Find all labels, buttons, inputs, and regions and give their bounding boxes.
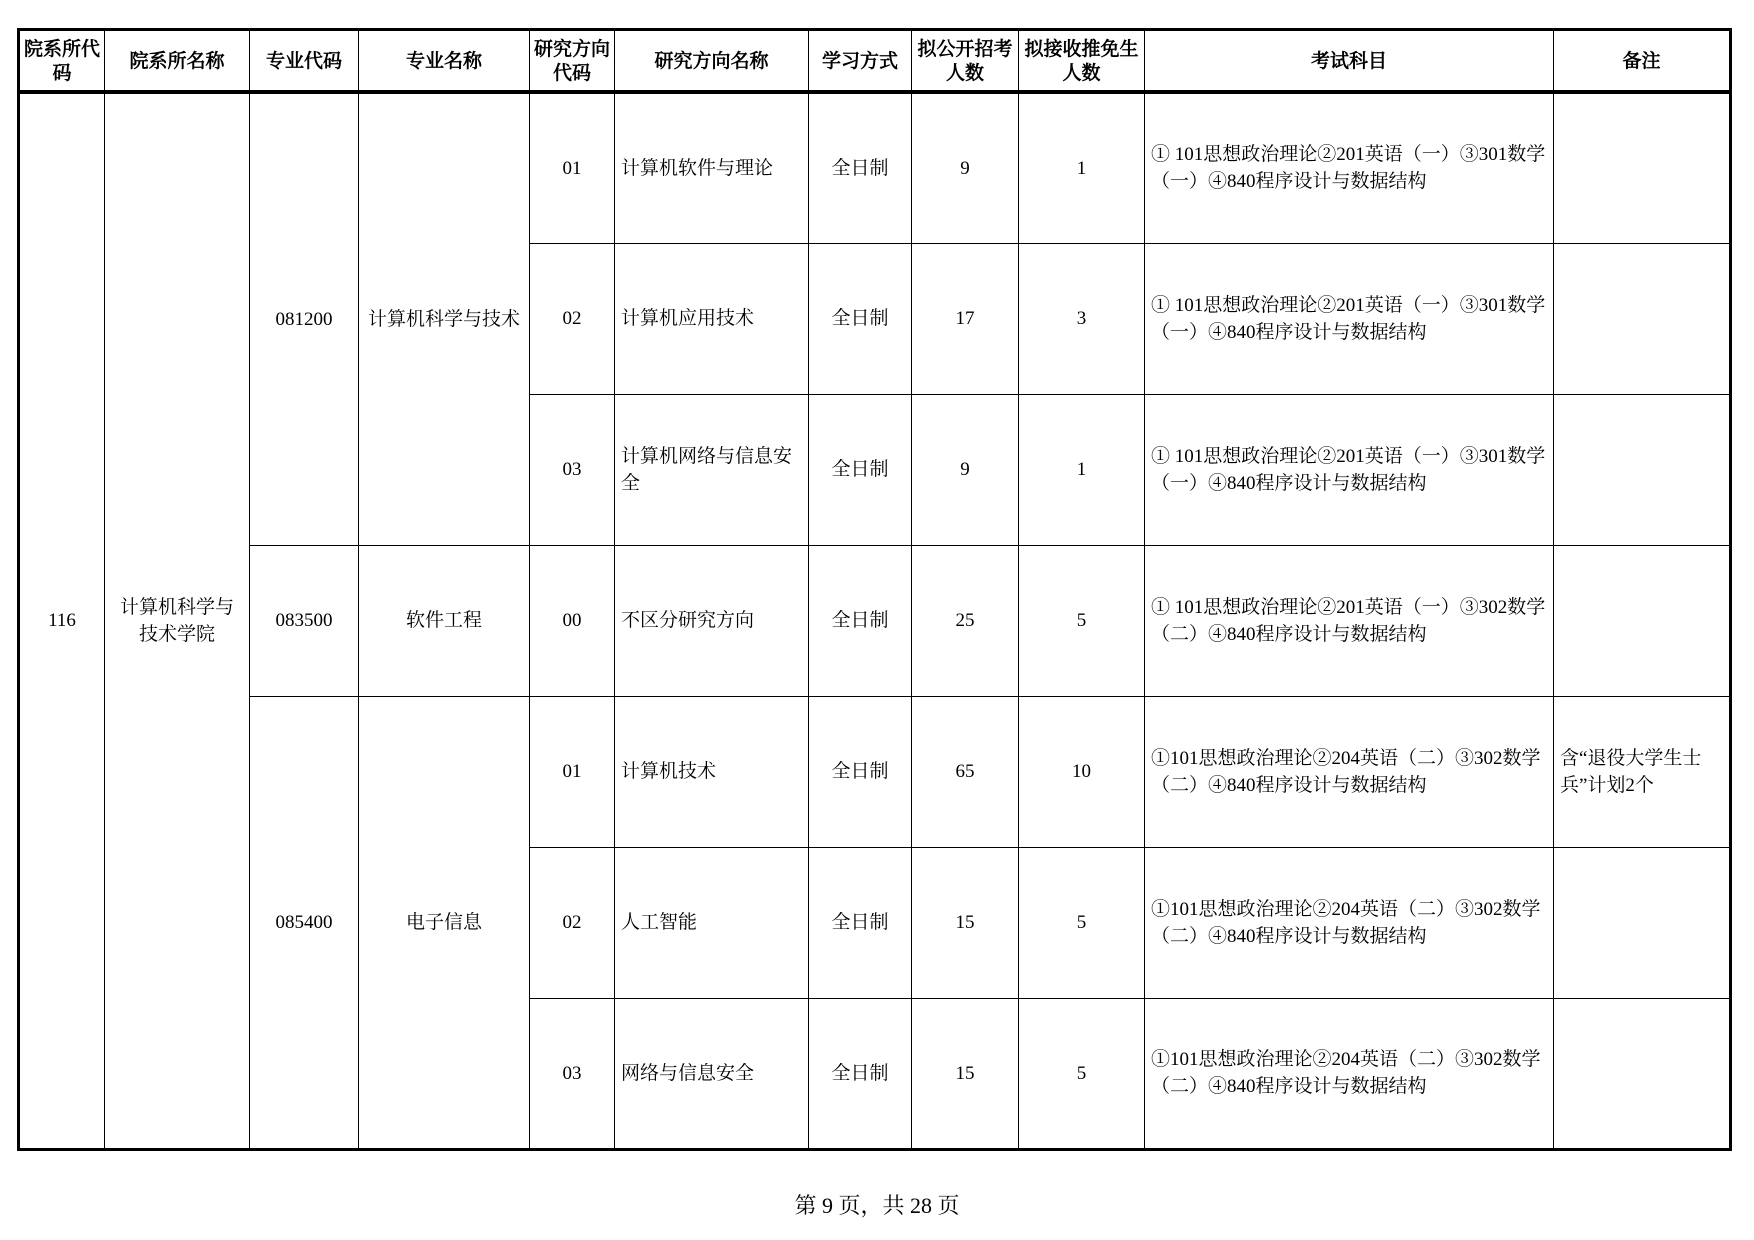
major-code-cell: 081200 <box>250 92 359 545</box>
dir-name-cell: 计算机技术 <box>615 696 809 847</box>
major-code-cell: 083500 <box>250 545 359 696</box>
study-mode-cell: 全日制 <box>809 847 912 998</box>
header-dept-code: 院系所代码 <box>19 30 105 93</box>
exam-subjects-cell: ①101思想政治理论②204英语（二）③302数学（二）④840程序设计与数据结构 <box>1145 998 1554 1149</box>
dir-code-cell: 00 <box>530 545 615 696</box>
study-mode-cell: 全日制 <box>809 696 912 847</box>
public-quota-cell: 15 <box>912 998 1019 1149</box>
exempt-quota-cell: 1 <box>1019 394 1145 545</box>
dir-code-cell: 03 <box>530 998 615 1149</box>
table-row <box>19 92 1731 243</box>
public-quota-cell: 9 <box>912 92 1019 243</box>
header-public: 拟公开招考人数 <box>912 30 1019 93</box>
study-mode-cell: 全日制 <box>809 545 912 696</box>
exam-subjects-cell: ①101思想政治理论②204英语（二）③302数学（二）④840程序设计与数据结构 <box>1145 847 1554 998</box>
exam-subjects-cell: ① 101思想政治理论②201英语（一）③302数学（二）④840程序设计与数据结构 <box>1145 545 1554 696</box>
study-mode-cell: 全日制 <box>809 998 912 1149</box>
dir-name-cell: 计算机软件与理论 <box>615 92 809 243</box>
study-mode-cell: 全日制 <box>809 92 912 243</box>
public-quota-cell: 65 <box>912 696 1019 847</box>
header-exam: 考试科目 <box>1145 30 1554 93</box>
major-code-cell: 085400 <box>250 696 359 1149</box>
exam-subjects-cell: ① 101思想政治理论②201英语（一）③301数学（一）④840程序设计与数据结构 <box>1145 92 1554 243</box>
major-name-cell: 软件工程 <box>359 545 530 696</box>
exempt-quota-cell: 5 <box>1019 998 1145 1149</box>
major-name-cell: 计算机科学与技术 <box>359 92 530 545</box>
dir-name-cell: 不区分研究方向 <box>615 545 809 696</box>
note-cell <box>1554 545 1731 696</box>
exam-subjects-cell: ① 101思想政治理论②201英语（一）③301数学（一）④840程序设计与数据结构 <box>1145 394 1554 545</box>
page-footer: 第 9 页，共 28 页 <box>794 1193 960 1218</box>
public-quota-cell: 15 <box>912 847 1019 998</box>
table-row <box>19 545 1731 696</box>
header-dir-code: 研究方向代码 <box>530 30 615 93</box>
dir-name-cell: 人工智能 <box>615 847 809 998</box>
admissions-table <box>17 28 1732 1151</box>
header-dir-name: 研究方向名称 <box>615 30 809 93</box>
exempt-quota-cell: 1 <box>1019 92 1145 243</box>
header-exempt: 拟接收推免生人数 <box>1019 30 1145 93</box>
public-quota-cell: 9 <box>912 394 1019 545</box>
dir-code-cell: 02 <box>530 847 615 998</box>
header-major-code: 专业代码 <box>250 30 359 93</box>
dir-name-cell: 网络与信息安全 <box>615 998 809 1149</box>
dir-code-cell: 03 <box>530 394 615 545</box>
exempt-quota-cell: 3 <box>1019 243 1145 394</box>
study-mode-cell: 全日制 <box>809 243 912 394</box>
exempt-quota-cell: 5 <box>1019 545 1145 696</box>
header-dept-name: 院系所名称 <box>105 30 250 93</box>
header-row <box>19 30 1731 93</box>
note-cell <box>1554 998 1731 1149</box>
dir-code-cell: 01 <box>530 696 615 847</box>
exam-subjects-cell: ① 101思想政治理论②201英语（一）③301数学（一）④840程序设计与数据结构 <box>1145 243 1554 394</box>
dept-name-cell: 计算机科学与技术学院 <box>105 92 250 1149</box>
exempt-quota-cell: 5 <box>1019 847 1145 998</box>
dir-code-cell: 01 <box>530 92 615 243</box>
header-note: 备注 <box>1554 30 1731 93</box>
study-mode-cell: 全日制 <box>809 394 912 545</box>
exam-subjects-cell: ①101思想政治理论②204英语（二）③302数学（二）④840程序设计与数据结构 <box>1145 696 1554 847</box>
dir-name-cell: 计算机网络与信息安全 <box>615 394 809 545</box>
major-name-cell: 电子信息 <box>359 696 530 1149</box>
note-cell <box>1554 394 1731 545</box>
dir-name-cell: 计算机应用技术 <box>615 243 809 394</box>
public-quota-cell: 25 <box>912 545 1019 696</box>
dir-code-cell: 02 <box>530 243 615 394</box>
table-row <box>19 696 1731 847</box>
exempt-quota-cell: 10 <box>1019 696 1145 847</box>
header-major-name: 专业名称 <box>359 30 530 93</box>
public-quota-cell: 17 <box>912 243 1019 394</box>
note-cell <box>1554 847 1731 998</box>
note-cell: 含“退役大学生士兵”计划2个 <box>1554 696 1731 847</box>
dept-code-cell: 116 <box>19 92 105 1149</box>
note-cell <box>1554 243 1731 394</box>
header-mode: 学习方式 <box>809 30 912 93</box>
note-cell <box>1554 92 1731 243</box>
